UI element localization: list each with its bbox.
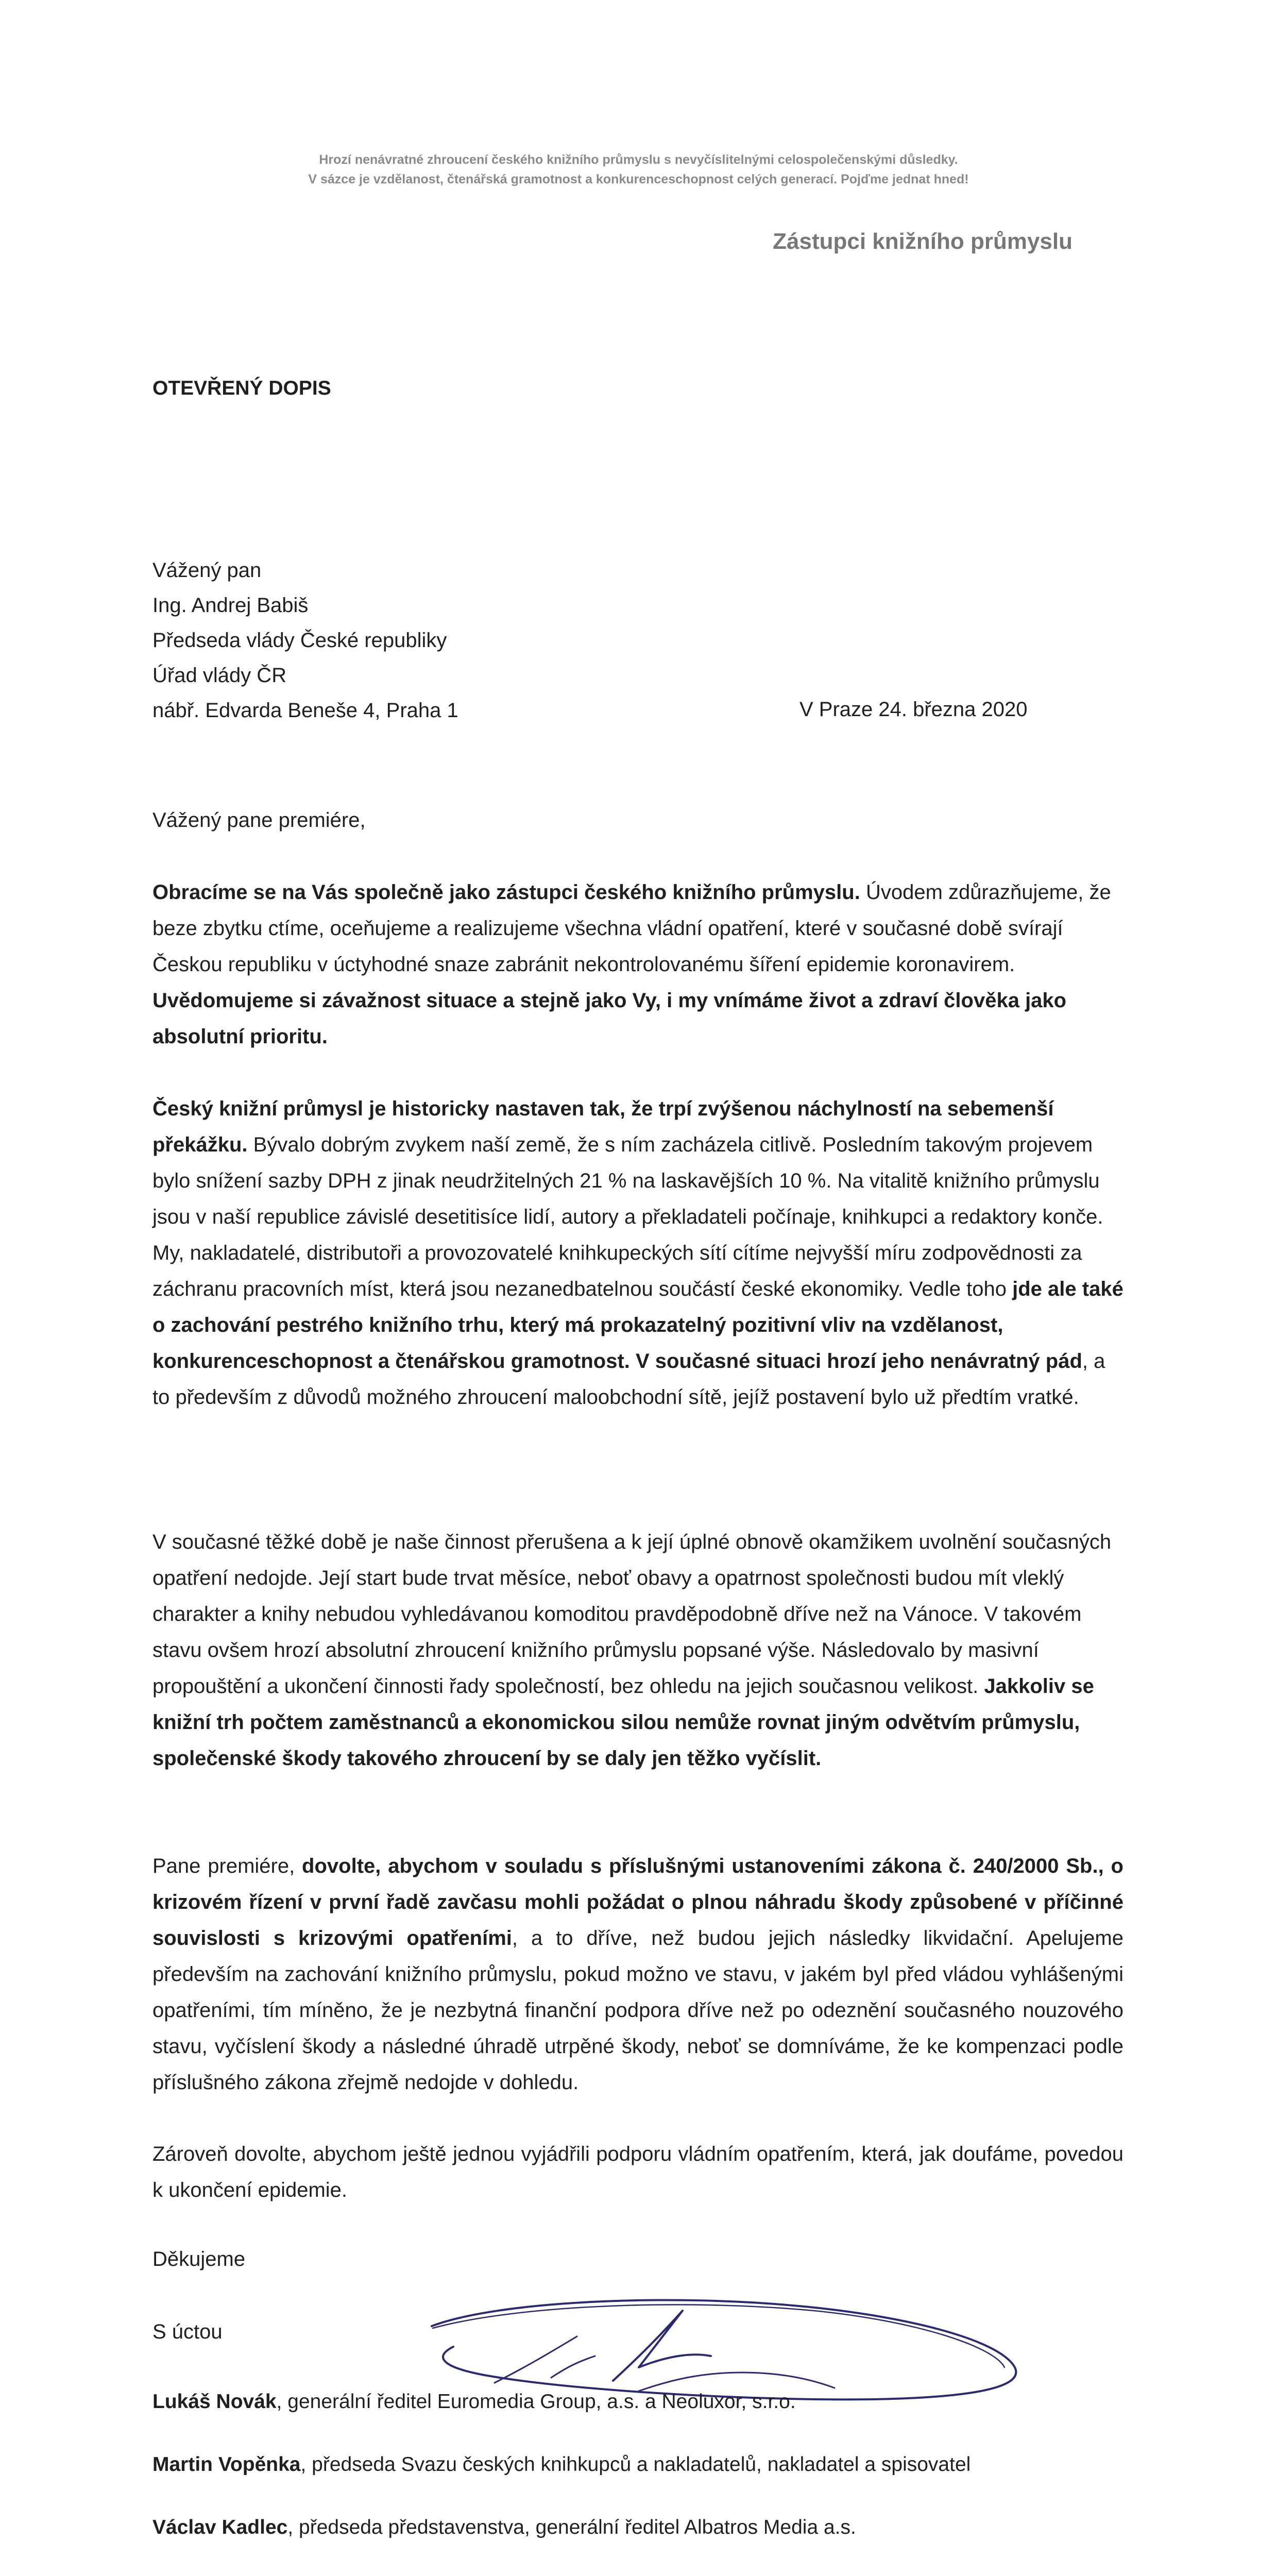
closing-thanks: Děkujeme [152, 2248, 246, 2270]
signatory-role: , předseda Svazu českých knihkupců a nakladatelů, nakladatel a spisovatel [300, 2453, 971, 2476]
signatory [152, 2516, 856, 2539]
salutation: Vážený pane premiére, [152, 809, 366, 832]
address-line: Předseda vlády České republiky [152, 629, 447, 652]
signatory-name: Martin Vopěnka [152, 2453, 301, 2476]
paragraph-text-run: Český knižní průmysl je historicky nastaven tak, že trpí zvýšenou náchylností na sebemenší překážku. [152, 1097, 1054, 1156]
header-line-2: V sázce je vzdělanost, čtenářská gramotnost a konkurenceschopnost celých generací. Pojďme jednat hned! [308, 172, 969, 187]
paragraph-text-run: V současné těžké době je naše činnost přerušena a k její úplné obnově okamžikem uvolnění současných opatření nedojde. Její start bude trvat měsíce, neboť obavy a opatrnost společnosti budou mít vleklý charakter a knihy nebudou vyhledávanou komoditou pravděpodobně dříve než na Vánoce. V takovém stavu ovšem hrozí absolutní zhroucení knižního průmyslu popsané výše. Následovalo by masivní propouštění a ukončení činnosti řady společností, bez ohledu na jejich současnou velikost. [152, 1531, 1112, 1698]
paragraph [152, 1848, 1123, 2100]
paragraph [152, 1524, 1123, 1776]
address-line: Vážený pan [152, 559, 262, 582]
paragraph-text-run: , a to dříve, než budou jejich následky likvidační. Apelujeme především na zachování knižního průmyslu, pokud možno ve stavu, v jakém byl před vládou vyhlášenými opatřeními, tím míněno, že je nezbytná finanční podpora dříve než po odeznění současného nouzového stavu, vyčíslení škody a následné úhradě utrpěné škody, neboť se domníváme, že ke kompenzaci podle příslušného zákona zřejmě nedojde v dohledu. [152, 1927, 1123, 2094]
signatory-name: Václav Kadlec [152, 2516, 288, 2538]
signatory [152, 2453, 970, 2476]
paragraph-text-run: Bývalo dobrým zvykem naší země, že s ním zacházela citlivě. Posledním takovým projevem bylo snížení sazby DPH z jinak neudržitelných 21 % na laskavějších 10 %. Na vitalitě knižního průmyslu jsou v naší republice závislé desetitisíce lidí, autory a překladateli počínaje, knihkupci a redaktory konče. My, nakladatelé, distributoři a provozovatelé knihkupeckých sítí cítíme nejvyšší míru zodpovědnosti za záchranu pracovních míst, která jsou nezanedbatelnou součástí české ekonomiky. Vedle toho [152, 1133, 1103, 1300]
paragraph-text-run: Obracíme se na Vás společně jako zástupci českého knižního průmyslu. [152, 881, 860, 904]
paragraph [152, 1091, 1123, 1415]
paragraph-text-run: Zároveň dovolte, abychom ještě jednou vyjádřili podporu vládním opatřením, která, jak doufáme, povedou k ukončení epidemie. [152, 2143, 1123, 2201]
signatory [152, 2391, 796, 2413]
address-line: nábř. Edvarda Beneše 4, Praha 1 [152, 699, 458, 722]
paragraph-text-run: Uvědomujeme si závažnost situace a stejně jako Vy, i my vnímáme život a zdraví člověka jako absolutní prioritu. [152, 989, 1067, 1048]
letter-title: OTEVŘENÝ DOPIS [152, 377, 331, 399]
paragraph-text-run: Jakkoliv se knižní trh počtem zaměstnanců a ekonomickou silou nemůže rovnat jiným odvětvím průmyslu, společenské škody takového zhroucení by se daly jen těžko vyčíslit. [152, 1675, 1094, 1770]
closing-regards: S úctou [152, 2320, 223, 2343]
paragraph-text-run: Pane premiére, [152, 1855, 302, 1877]
paragraph-text-run: jde ale také o zachování pestrého knižního trhu, který má prokazatelný pozitivní vliv na vzdělanost, konkurenceschopnost a čtenářskou gramotnost. V současné situaci hrozí jeho nenávratný pád [152, 1278, 1123, 1372]
paragraph-text-run: , a to především z důvodů možného zhroucení maloobchodní sítě, jejíž postavení bylo už předtím vratké. [152, 1350, 1105, 1409]
signatory-role: , generální ředitel Euromedia Group, a.s. a Neoluxor, s.r.o. [276, 2391, 796, 2413]
representatives-label: Zástupci knižního průmyslu [773, 229, 1072, 254]
address-line: Úřad vlády ČR [152, 664, 287, 687]
paragraph-text-run: Úvodem zdůrazňujeme, že beze zbytku ctíme, oceňujeme a realizujeme všechna vládní opatření, které v současné době svírají Českou republiku v úctyhodné snaze zabránit nekontrolovanému šíření epidemie koronavirem. [152, 881, 1111, 976]
signatory-role: , předseda představenstva, generální ředitel Albatros Media a.s. [287, 2516, 856, 2538]
letter-date: V Praze 24. března 2020 [799, 698, 1028, 721]
paragraph-text-run: dovolte, abychom v souladu s příslušnými ustanoveními zákona č. 240/2000 Sb., o krizovém řízení v první řadě zavčasu mohli požádat o plnou náhradu škody způsobené v příčinné souvislosti s krizovými opatřeními [152, 1855, 1123, 1950]
header-line-1: Hrozí nenávratné zhroucení českého knižního průmyslu s nevyčíslitelnými celospolečenskými důsledky. [319, 152, 958, 167]
address-line: Ing. Andrej Babiš [152, 594, 309, 617]
paragraph [152, 874, 1123, 1055]
paragraph [152, 2136, 1123, 2208]
signatory-name: Lukáš Novák [152, 2391, 277, 2413]
